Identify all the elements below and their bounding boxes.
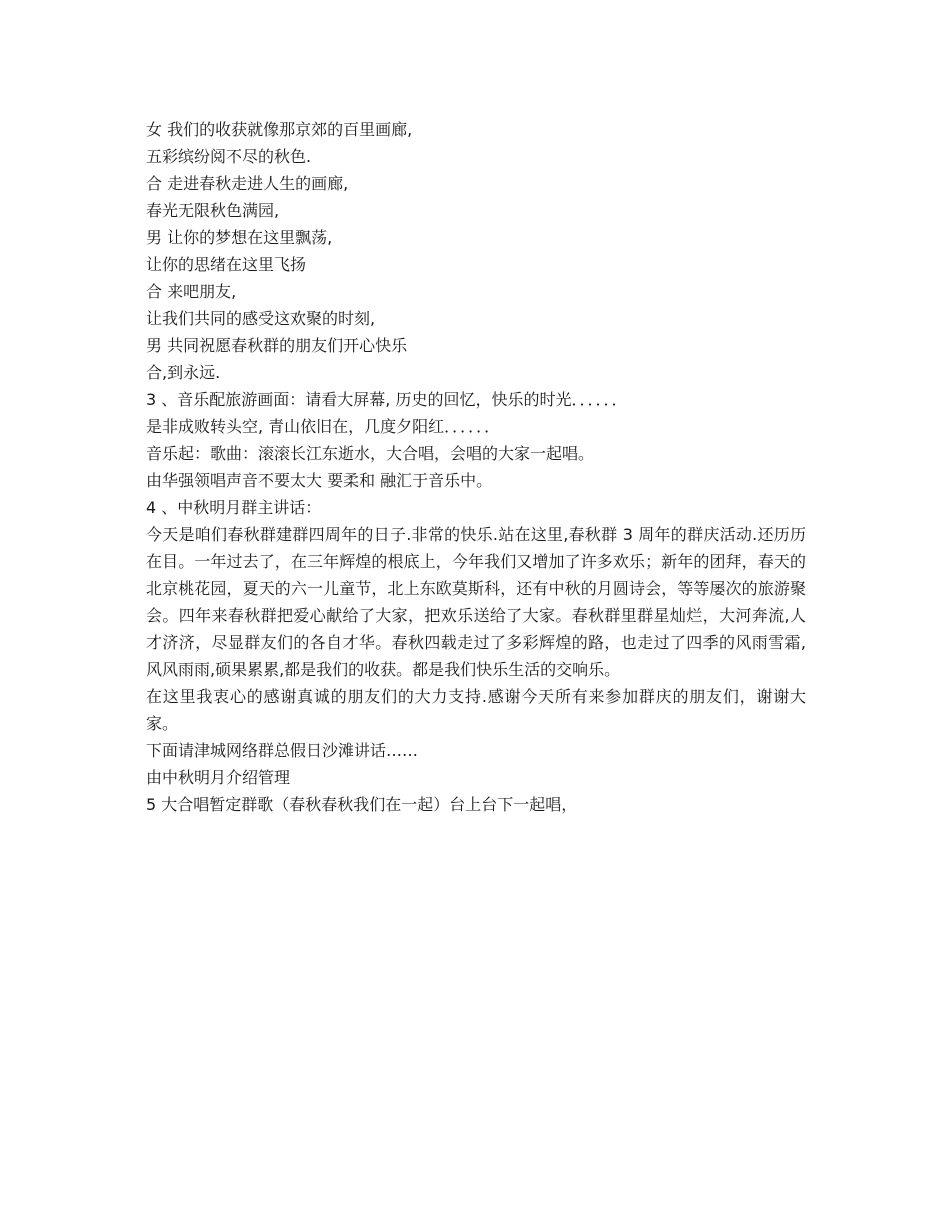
text-line: 是非成败转头空, 青山依旧在，几度夕阳红．．．．．．: [146, 417, 501, 436]
text-line: 五彩缤纷阅不尽的秋色.: [146, 147, 312, 166]
section-heading: 4 、中秋明月群主讲话：: [146, 498, 322, 517]
thanks-paragraph: 在这里我衷心的感谢真诚的朋友们的大力支持.感谢今天所有来参加群庆的朋友们，谢谢大家。: [146, 687, 806, 733]
text-line: 合 来吧朋友,: [146, 282, 237, 301]
text-line: 合 走进春秋走进人生的画廊,: [146, 174, 349, 193]
text-line: 春光无限秋色满园,: [146, 201, 280, 220]
text-line: 音乐起：歌曲：滚滚长江东逝水，大合唱，会唱的大家一起唱。: [146, 444, 595, 463]
text-line: 下面请津城网络群总假日沙滩讲话……: [146, 741, 419, 760]
text-line: 让我们共同的感受这欢聚的时刻,: [146, 309, 376, 328]
text-line: 男 共同祝愿春秋群的朋友们开心快乐: [146, 336, 408, 355]
document-body: [146, 116, 806, 818]
text-line: 女 我们的收获就像那京郊的百里画廊,: [146, 120, 413, 139]
text-line: 让你的思绪在这里飞扬: [146, 255, 307, 274]
text-line: 由华强领唱声音不要太大 要柔和 融汇于音乐中。: [146, 471, 493, 490]
text-line: 男 让你的梦想在这里飘荡,: [146, 228, 333, 247]
text-line: 合,到永远.: [146, 363, 221, 382]
section-heading: 3 、音乐配旅游画面：请看大屏幕, 历史的回忆，快乐的时光．．．．．．: [146, 390, 628, 409]
speech-paragraph: 今天是咱们春秋群建群四周年的日子.非常的快乐.站在这里,春秋群 3 周年的群庆活动.还历历在目。一年过去了，在三年辉煌的根底上，今年我们又增加了许多欢乐；新年的团拜，春天的北京桃花园，夏天的六一儿童节，北上东欧莫斯科，还有中秋的月圆诗会，等等屡次的旅游聚会。四年来春秋群把爱心献给了大家，把欢乐送给了大家。春秋群里群星灿烂，大河奔流,人才济济，尽显群友们的各自才华。春秋四载走过了多彩辉煌的路，也走过了四季的风雨雪霜,风风雨雨,硕果累累,都是我们的收获。都是我们快乐生活的交响乐。: [146, 525, 806, 679]
text-line: 由中秋明月介绍管理: [146, 768, 291, 787]
section-heading: 5 大合唱暂定群歌（春秋春秋我们在一起）台上台下一起唱，: [146, 795, 578, 814]
